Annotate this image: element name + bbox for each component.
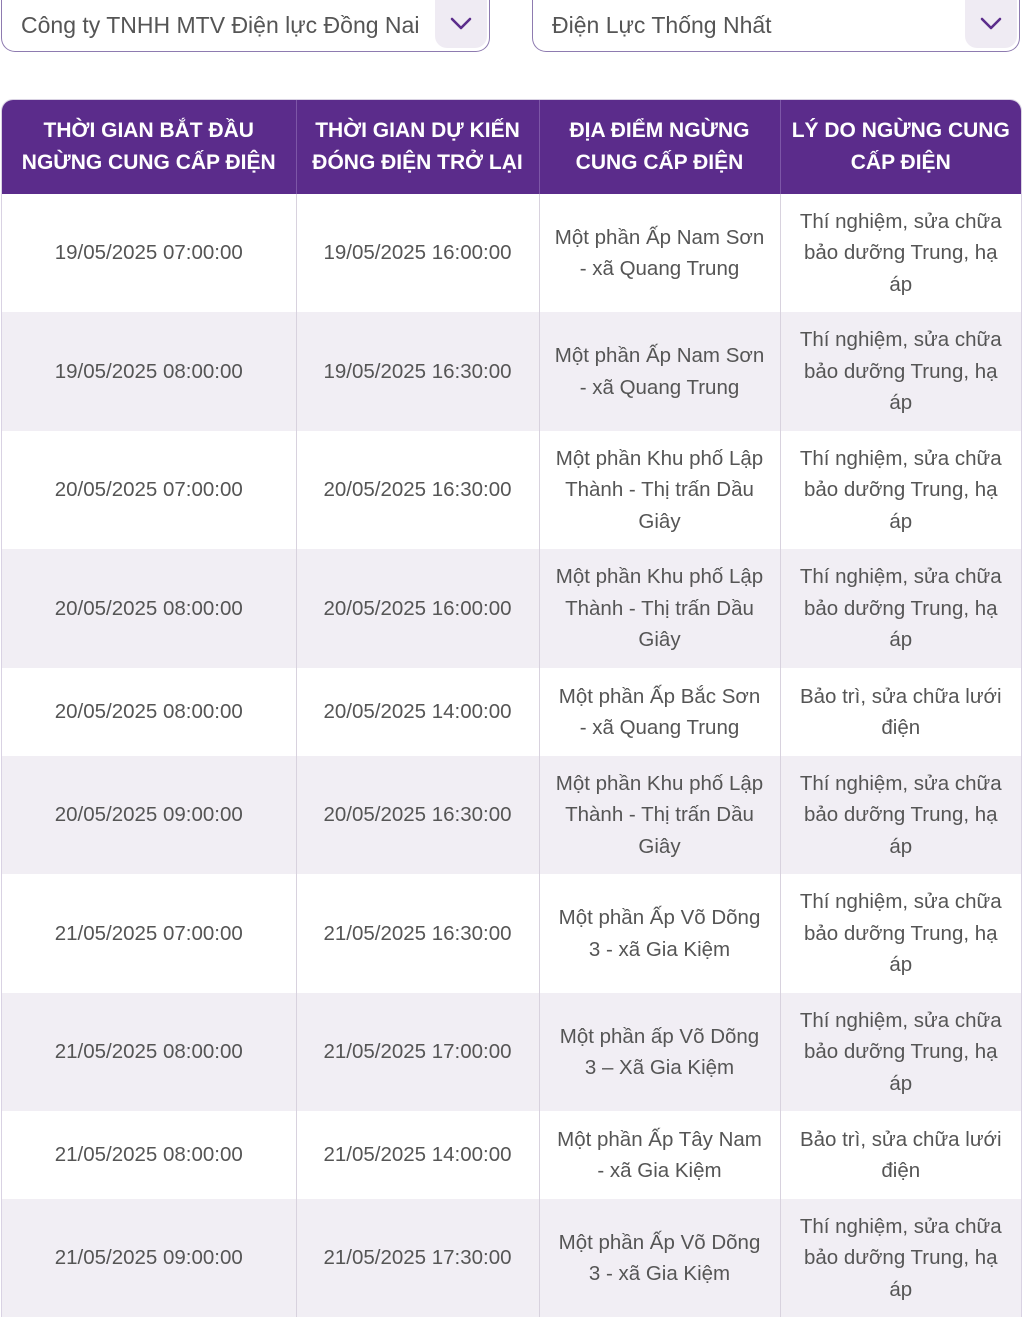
cell-end-time: 19/05/2025 16:30:00	[296, 312, 539, 431]
cell-location: Một phần Ấp Nam Sơn - xã Quang Trung	[539, 312, 780, 431]
cell-location: Một phần Ấp Bắc Sơn - xã Quang Trung	[539, 668, 780, 756]
table-body	[2, 194, 1021, 1317]
cell-end-time: 21/05/2025 17:00:00	[296, 993, 539, 1111]
table-header-row	[2, 100, 1021, 194]
table-row	[2, 431, 1021, 549]
table-row	[2, 1199, 1021, 1317]
branch-select[interactable]	[532, 0, 1020, 52]
cell-location: Một phần Khu phố Lập Thành - Thị trấn Dầu Giây	[539, 756, 780, 874]
cell-location: Một phần Ấp Võ Dõng 3 - xã Gia Kiệm	[539, 1199, 780, 1317]
cell-start-time: 21/05/2025 07:00:00	[2, 874, 296, 993]
cell-reason: Thí nghiệm, sửa chữa bảo dưỡng Trung, hạ áp	[780, 993, 1021, 1111]
company-select[interactable]	[1, 0, 490, 52]
table-row	[2, 993, 1021, 1111]
cell-location: Một phần Ấp Võ Dõng 3 - xã Gia Kiệm	[539, 874, 780, 993]
table-row	[2, 874, 1021, 993]
chevron-down-icon	[980, 17, 1002, 31]
branch-select-value: Điện Lực Thống Nhất	[552, 12, 772, 38]
cell-start-time: 21/05/2025 09:00:00	[2, 1199, 296, 1317]
cell-end-time: 20/05/2025 14:00:00	[296, 668, 539, 756]
company-select-value: Công ty TNHH MTV Điện lực Đồng Nai	[21, 12, 420, 38]
header-start-time: THỜI GIAN BẮT ĐẦU NGỪNG CUNG CẤP ĐIỆN	[2, 100, 296, 194]
cell-start-time: 20/05/2025 08:00:00	[2, 549, 296, 668]
cell-end-time: 19/05/2025 16:00:00	[296, 194, 539, 312]
table-row	[2, 1111, 1021, 1199]
cell-start-time: 19/05/2025 08:00:00	[2, 312, 296, 431]
cell-location: Một phần Khu phố Lập Thành - Thị trấn Dầu Giây	[539, 549, 780, 668]
cell-start-time: 21/05/2025 08:00:00	[2, 993, 296, 1111]
cell-start-time: 21/05/2025 08:00:00	[2, 1111, 296, 1199]
cell-end-time: 21/05/2025 17:30:00	[296, 1199, 539, 1317]
outage-schedule-table	[2, 100, 1021, 1317]
cell-location: Một phần Ấp Nam Sơn - xã Quang Trung	[539, 194, 780, 312]
table-row	[2, 549, 1021, 668]
header-reason: LÝ DO NGỪNG CUNG CẤP ĐIỆN	[780, 100, 1021, 194]
cell-end-time: 20/05/2025 16:30:00	[296, 756, 539, 874]
cell-location: Một phần ấp Võ Dõng 3 – Xã Gia Kiệm	[539, 993, 780, 1111]
cell-location: Một phần Ấp Tây Nam - xã Gia Kiệm	[539, 1111, 780, 1199]
cell-reason: Thí nghiệm, sửa chữa bảo dưỡng Trung, hạ áp	[780, 1199, 1021, 1317]
table-row	[2, 668, 1021, 756]
cell-reason: Thí nghiệm, sửa chữa bảo dưỡng Trung, hạ áp	[780, 874, 1021, 993]
cell-reason: Thí nghiệm, sửa chữa bảo dưỡng Trung, hạ áp	[780, 549, 1021, 668]
cell-start-time: 19/05/2025 07:00:00	[2, 194, 296, 312]
cell-end-time: 21/05/2025 14:00:00	[296, 1111, 539, 1199]
table-row	[2, 312, 1021, 431]
cell-end-time: 21/05/2025 16:30:00	[296, 874, 539, 993]
table-row	[2, 194, 1021, 312]
outage-schedule-table-container	[1, 99, 1022, 1317]
cell-reason: Bảo trì, sửa chữa lưới điện	[780, 668, 1021, 756]
cell-reason: Thí nghiệm, sửa chữa bảo dưỡng Trung, hạ áp	[780, 431, 1021, 549]
company-select-toggle[interactable]	[435, 0, 487, 48]
header-location: ĐỊA ĐIỂM NGỪNG CUNG CẤP ĐIỆN	[539, 100, 780, 194]
chevron-down-icon	[450, 17, 472, 31]
cell-reason: Thí nghiệm, sửa chữa bảo dưỡng Trung, hạ áp	[780, 756, 1021, 874]
table-row	[2, 756, 1021, 874]
cell-location: Một phần Khu phố Lập Thành - Thị trấn Dầu Giây	[539, 431, 780, 549]
cell-end-time: 20/05/2025 16:30:00	[296, 431, 539, 549]
cell-reason: Thí nghiệm, sửa chữa bảo dưỡng Trung, hạ áp	[780, 194, 1021, 312]
cell-reason: Bảo trì, sửa chữa lưới điện	[780, 1111, 1021, 1199]
cell-start-time: 20/05/2025 07:00:00	[2, 431, 296, 549]
cell-start-time: 20/05/2025 09:00:00	[2, 756, 296, 874]
cell-start-time: 20/05/2025 08:00:00	[2, 668, 296, 756]
branch-select-toggle[interactable]	[965, 0, 1017, 48]
cell-end-time: 20/05/2025 16:00:00	[296, 549, 539, 668]
header-end-time: THỜI GIAN DỰ KIẾN ĐÓNG ĐIỆN TRỞ LẠI	[296, 100, 539, 194]
cell-reason: Thí nghiệm, sửa chữa bảo dưỡng Trung, hạ áp	[780, 312, 1021, 431]
